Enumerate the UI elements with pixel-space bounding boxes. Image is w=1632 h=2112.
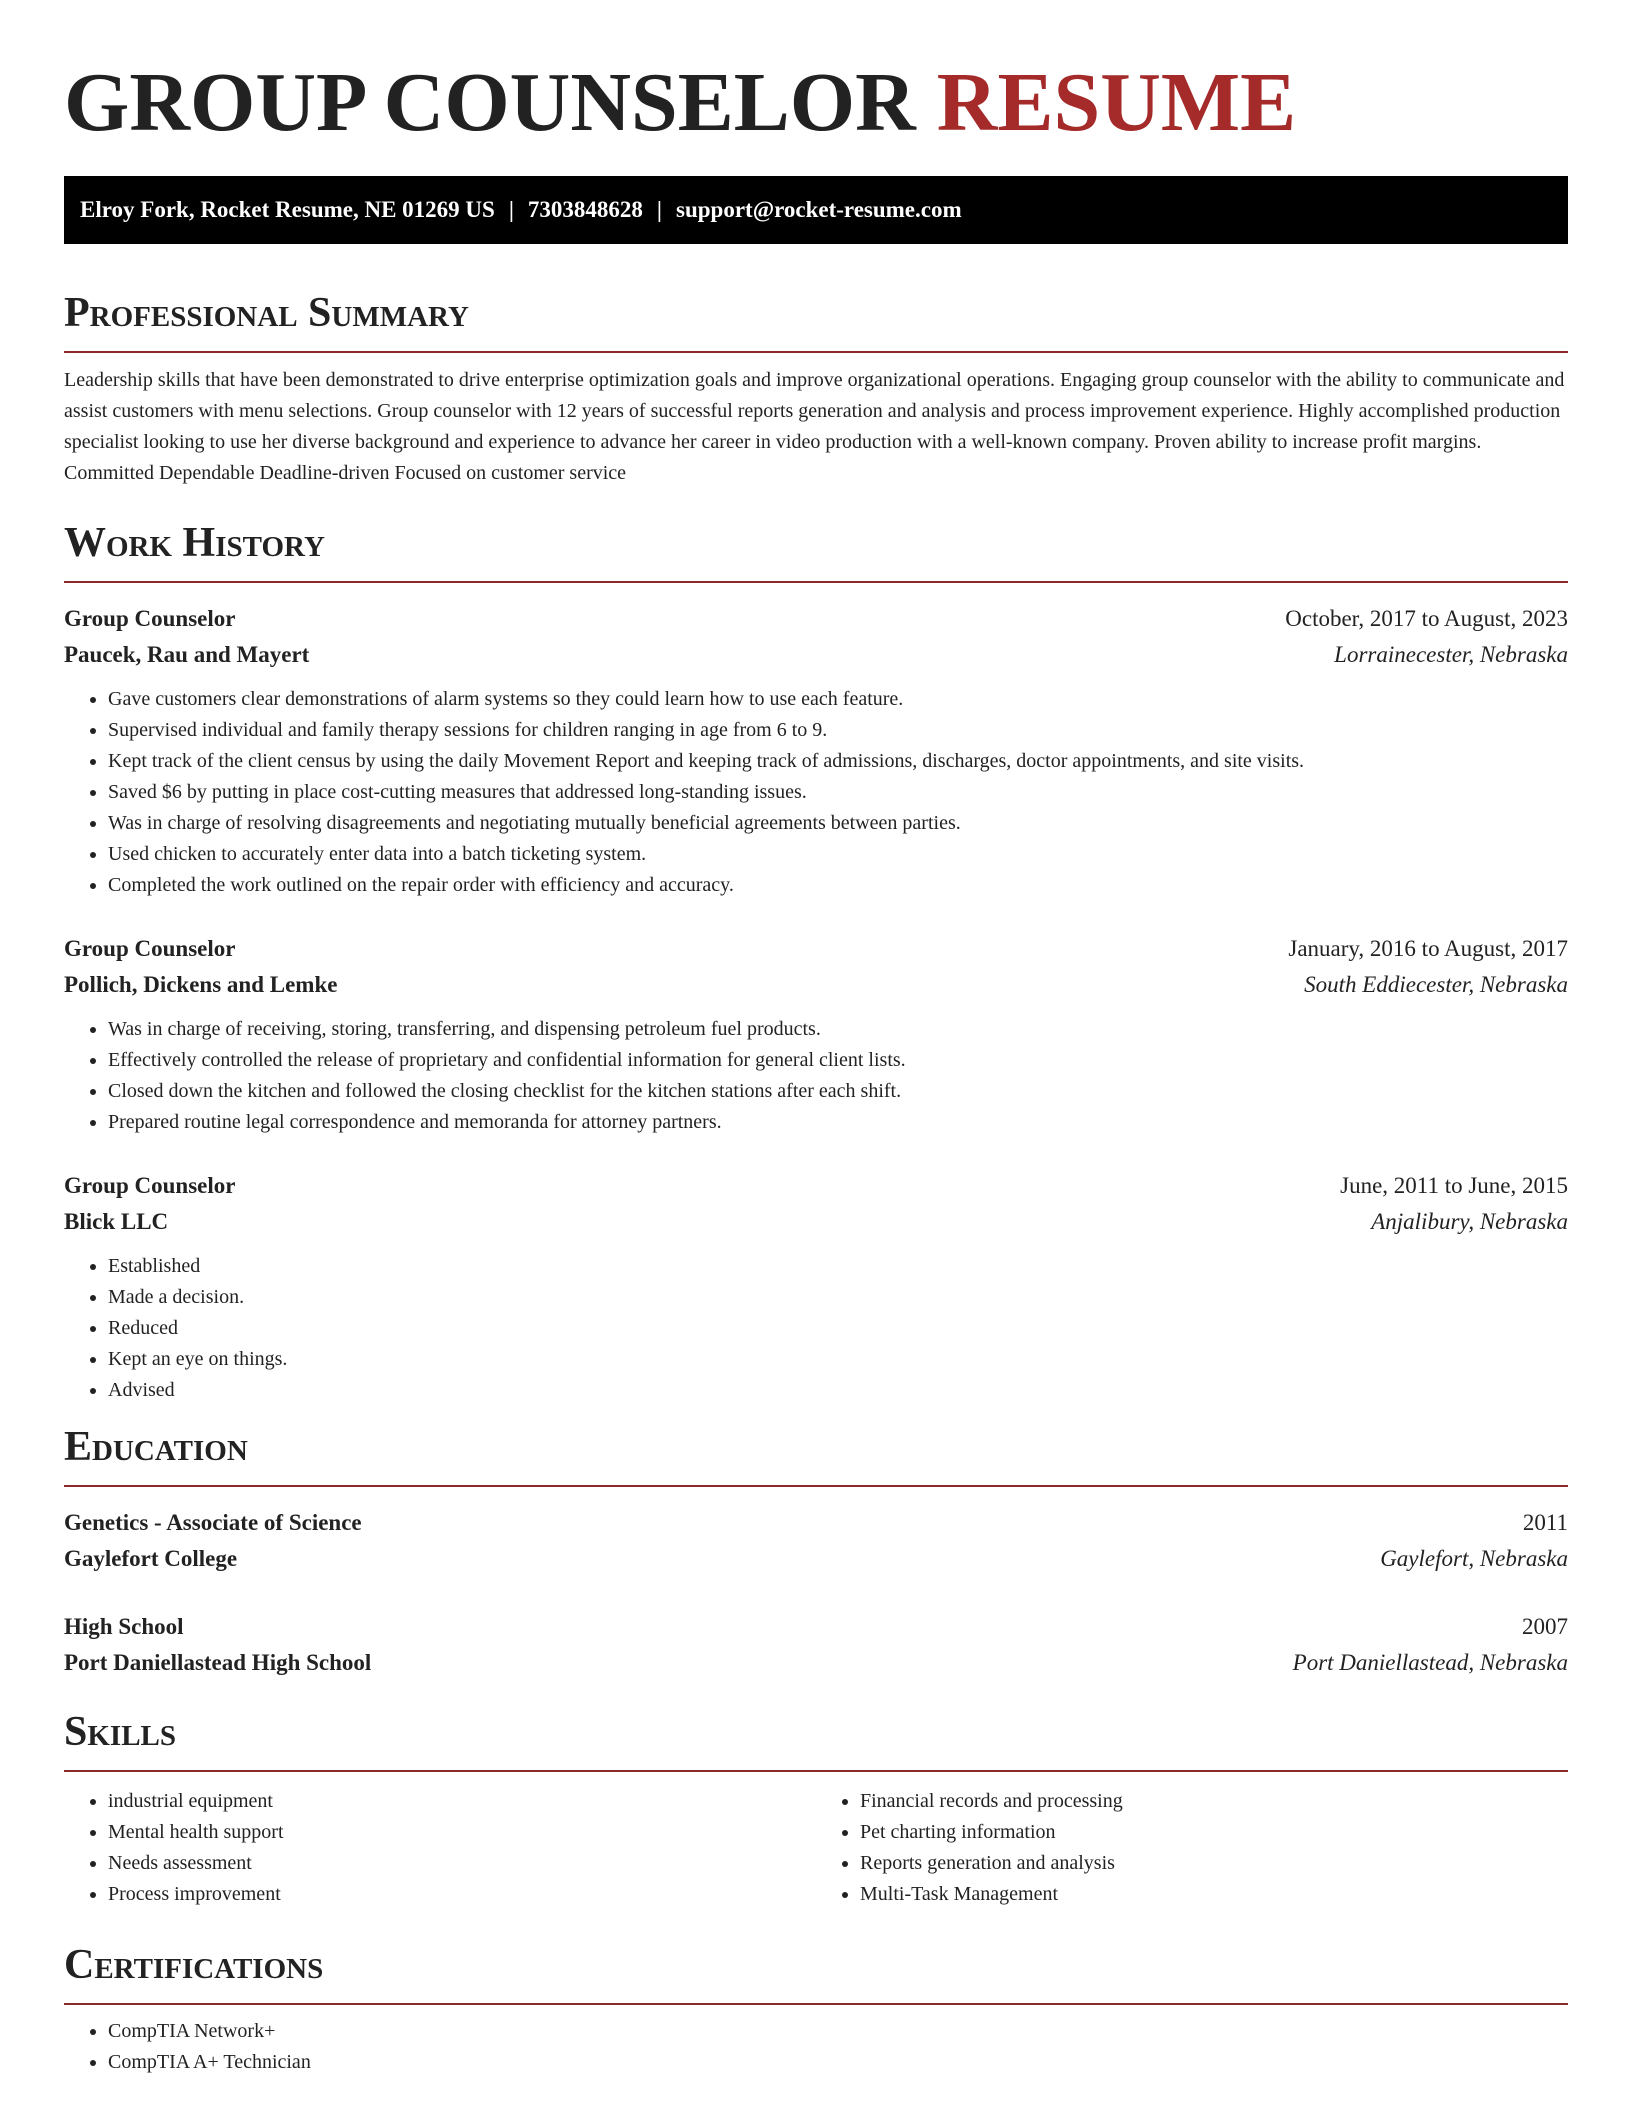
job-entry xyxy=(64,601,1568,901)
job-entry xyxy=(64,931,1568,1138)
job-location: South Eddiecester, Nebraska xyxy=(1304,972,1568,997)
job-company: Pollich, Dickens and Lemke xyxy=(64,972,338,997)
job-dates: October, 2017 to August, 2023 xyxy=(1285,606,1568,631)
education-degree: High School xyxy=(64,1614,184,1639)
education-degree: Genetics - Associate of Science xyxy=(64,1510,362,1535)
skills-heading: Skills xyxy=(64,1707,1568,1772)
summary-text: Leadership skills that have been demonstrated to drive enterprise optimization goals and improve organizational operations. Engaging group counselor with the ability to communicate and assist customers with menu selections. Group counselor with 12 years of successful reports generation and analysis and process improvement experience. Highly accomplished production specialist looking to use her diverse background and experience to advance her career in video production with a well-known company. Proven ability to increase profit margins. Committed Dependable Deadline-driven Focused on customer service xyxy=(64,369,1565,484)
job-company-row xyxy=(64,1204,1568,1240)
job-title-row xyxy=(64,601,1568,637)
job-title: Group Counselor xyxy=(64,936,236,961)
education-year: 2007 xyxy=(1522,1614,1568,1639)
education-school-row xyxy=(64,1541,1568,1577)
job-entry xyxy=(64,1168,1568,1406)
certification-item: • CompTIA A+ Technician xyxy=(108,2047,1568,2078)
job-company: Blick LLC xyxy=(64,1209,169,1234)
job-location: Anjalibury, Nebraska xyxy=(1371,1209,1568,1234)
job-location: Lorrainecester, Nebraska xyxy=(1334,642,1568,667)
education-location: Port Daniellastead, Nebraska xyxy=(1292,1650,1568,1675)
education-degree-row xyxy=(64,1609,1568,1645)
contact-phone: 7303848628 xyxy=(527,197,643,222)
education-entry xyxy=(64,1505,1568,1577)
skills-column-right xyxy=(816,1786,1568,1910)
job-bullet: • Completed the work outlined on the repair order with efficiency and accuracy. xyxy=(108,870,1568,901)
job-bullets xyxy=(64,684,1568,901)
contact-bar xyxy=(64,176,1568,244)
skill-item: • Mental health support xyxy=(108,1817,816,1848)
job-bullet: • Closed down the kitchen and followed the closing checklist for the kitchen stations after each shift. xyxy=(108,1076,1568,1107)
contact-separator: | xyxy=(508,197,514,222)
job-bullet: • Supervised individual and family therapy sessions for children ranging in age from 6 to 9. xyxy=(108,715,1568,746)
education-heading: Education xyxy=(64,1422,1568,1487)
job-title: Group Counselor xyxy=(64,1173,236,1198)
job-bullet: • Advised xyxy=(108,1375,1568,1406)
skills-grid xyxy=(64,1786,1568,1910)
summary-heading: Professional Summary xyxy=(64,288,1568,353)
education-year: 2011 xyxy=(1522,1510,1568,1535)
job-bullet: • Established xyxy=(108,1251,1568,1282)
skill-item: • Financial records and processing xyxy=(860,1786,1568,1817)
contact-email: support@rocket-resume.com xyxy=(676,197,962,222)
certification-item: • CompTIA Network+ xyxy=(108,2016,1568,2047)
job-dates: January, 2016 to August, 2017 xyxy=(1288,936,1568,961)
job-company-row xyxy=(64,967,1568,1003)
title-main: GROUP COUNSELOR xyxy=(64,56,916,149)
job-title: Group Counselor xyxy=(64,606,236,631)
education-entry xyxy=(64,1609,1568,1681)
contact-separator: | xyxy=(656,197,662,222)
job-bullet: • Gave customers clear demonstrations of alarm systems so they could learn how to use each feature. xyxy=(108,684,1568,715)
job-company-row xyxy=(64,637,1568,673)
work-history-heading: Work History xyxy=(64,518,1568,583)
skill-item: • Process improvement xyxy=(108,1879,816,1910)
skill-item: • Pet charting information xyxy=(860,1817,1568,1848)
job-bullet: • Used chicken to accurately enter data into a batch ticketing system. xyxy=(108,839,1568,870)
title-accent: RESUME xyxy=(936,56,1297,149)
job-dates: June, 2011 to June, 2015 xyxy=(1340,1173,1568,1198)
job-bullet: • Was in charge of resolving disagreements and negotiating mutually beneficial agreements between parties. xyxy=(108,808,1568,839)
education-school: Gaylefort College xyxy=(64,1546,238,1571)
skills-column-left xyxy=(64,1786,816,1910)
education-location: Gaylefort, Nebraska xyxy=(1380,1546,1568,1571)
job-bullet: • Reduced xyxy=(108,1313,1568,1344)
job-title-row xyxy=(64,931,1568,967)
job-company: Paucek, Rau and Mayert xyxy=(64,642,310,667)
education-degree-row xyxy=(64,1505,1568,1541)
certifications-list xyxy=(64,2016,1568,2078)
certifications-heading: Certifications xyxy=(64,1940,1568,2005)
job-bullet: • Made a decision. xyxy=(108,1282,1568,1313)
job-bullet: • Kept track of the client census by using the daily Movement Report and keeping track of admissions, discharges, doctor appointments, and site visits. xyxy=(108,746,1568,777)
job-bullet: • Was in charge of receiving, storing, transferring, and dispensing petroleum fuel products. xyxy=(108,1014,1568,1045)
job-bullet: • Kept an eye on things. xyxy=(108,1344,1568,1375)
skill-item: • Reports generation and analysis xyxy=(860,1848,1568,1879)
job-bullets xyxy=(64,1014,1568,1138)
job-bullet: • Prepared routine legal correspondence and memoranda for attorney partners. xyxy=(108,1107,1568,1138)
education-school: Port Daniellastead High School xyxy=(64,1650,372,1675)
education-school-row xyxy=(64,1645,1568,1681)
resume-title xyxy=(64,0,1568,149)
job-bullet: • Saved $6 by putting in place cost-cutting measures that addressed long-standing issues. xyxy=(108,777,1568,808)
skill-item: • Needs assessment xyxy=(108,1848,816,1879)
job-bullet: • Effectively controlled the release of proprietary and confidential information for general client lists. xyxy=(108,1045,1568,1076)
skill-item: • Multi-Task Management xyxy=(860,1879,1568,1910)
job-bullets xyxy=(64,1251,1568,1406)
contact-address: Elroy Fork, Rocket Resume, NE 01269 US xyxy=(80,197,495,222)
job-title-row xyxy=(64,1168,1568,1204)
skill-item: • industrial equipment xyxy=(108,1786,816,1817)
